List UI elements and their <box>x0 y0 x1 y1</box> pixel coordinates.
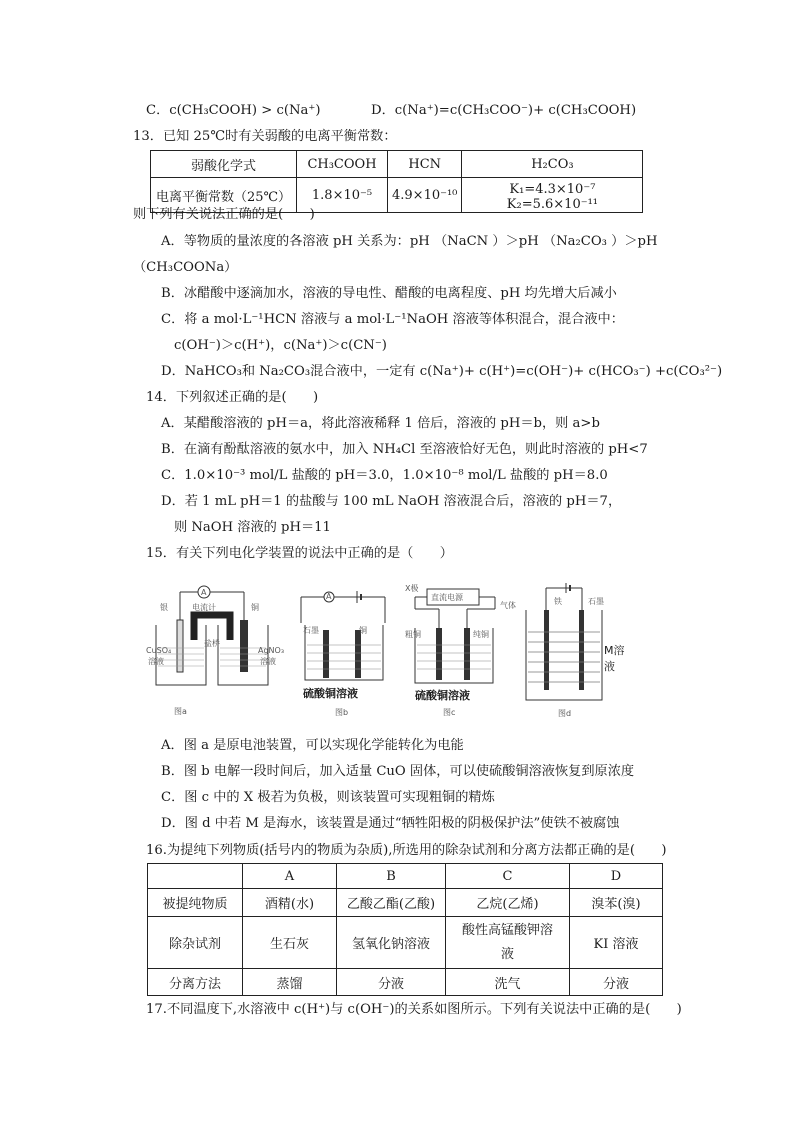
q15-option-c: C．图 c 中的 X 极若为负极，则该装置可实现粗铜的精炼 <box>161 790 495 805</box>
fig-d-gas: 气体 <box>500 601 516 610</box>
q16-r2-c-line1: 酸性高锰酸钾溶 <box>461 922 553 938</box>
q14-option-a: A．某醋酸溶液的 pH＝a，将此溶液稀释 1 倍后，溶液的 pH＝b，则 a>b <box>161 416 600 431</box>
q14-option-b: B．在滴有酚酞溶液的氨水中，加入 NH₄Cl 至溶液恰好无色，则此时溶液的 pH<7 <box>161 442 648 457</box>
q16-r2-a: 生石灰 <box>243 917 337 969</box>
q16-r2-d: KI 溶液 <box>570 917 663 969</box>
q13-r-hcn: 4.9×10⁻¹⁰ <box>388 178 462 213</box>
q13-after: 则下列有关说法正确的是( ) <box>133 207 315 222</box>
fig-d-caption: 图d <box>558 709 572 718</box>
fig-a-meter-symbol: A <box>201 588 207 597</box>
q16-r3-a: 蒸馏 <box>243 969 337 996</box>
q13-option-c-cont: c(OH⁻)＞c(H⁺)，c(Na⁺)＞c(CN⁻) <box>174 338 387 353</box>
fig-c-solution: 硫酸铜溶液 <box>415 689 470 702</box>
q13-option-c: C．将 a mol·L⁻¹HCN 溶液与 a mol·L⁻¹NaOH 溶液等体积混合，混合液中： <box>161 312 624 327</box>
fig-a-left-solution-1: CuSO₄ <box>146 646 172 655</box>
q13-table <box>150 150 643 213</box>
q14-option-d-cont: 则 NaOH 溶液的 pH＝11 <box>174 520 331 535</box>
q13-h-h2co3: H₂CO₃ <box>462 151 643 178</box>
q16-r3-label: 分离方法 <box>148 969 243 996</box>
fig-b-solution: 硫酸铜溶液 <box>303 687 358 700</box>
q16-r1-b: 乙酸乙酯(乙酸) <box>337 889 446 917</box>
q16-r2-b: 氢氧化钠溶液 <box>337 917 446 969</box>
q15-option-a: A．图 a 是原电池装置，可以实现化学能转化为电能 <box>161 738 464 753</box>
fig-d-graphite: 石墨 <box>588 597 604 606</box>
q13-k2: K₂=5.6×10⁻¹¹ <box>506 197 599 212</box>
q13-h-hcn: HCN <box>388 151 462 178</box>
fig-c-caption: 图c <box>443 708 456 717</box>
figure-c <box>405 583 505 720</box>
q16-r1-label: 被提纯物质 <box>148 889 243 917</box>
q14-option-d: D．若 1 mL pH＝1 的盐酸与 100 mL NaOH 溶液混合后，溶液的 pH＝7， <box>161 494 622 509</box>
fig-a-caption: 图a <box>174 707 187 716</box>
q17-stem: 17.不同温度下,水溶液中 c(H⁺)与 c(OH⁻)的关系如图所示。下列有关说法中正确的是( ) <box>146 1002 682 1017</box>
fig-a-salt-bridge: 盐桥 <box>204 639 220 648</box>
q13-r-ch3cooh: 1.8×10⁻⁵ <box>297 178 388 213</box>
fig-d-iron: 铁 <box>554 597 562 606</box>
q14-option-c: C．1.0×10⁻³ mol/L 盐酸的 pH＝3.0，1.0×10⁻⁸ mol/L 盐酸的 pH＝8.0 <box>161 468 608 483</box>
q13-option-a-cont: （CH₃COONa） <box>133 260 238 275</box>
q13-r-h2co3 <box>462 178 643 213</box>
q13-option-a: A．等物质的量浓度的各溶液 pH 关系为：pH （NaCN ）＞pH （Na₂CO₃ ）＞pH <box>161 234 658 249</box>
q16-h-empty <box>148 864 243 889</box>
q16-r2-c-line2: 液 <box>500 946 514 962</box>
q16-r3-b: 分液 <box>337 969 446 996</box>
figure-d <box>500 580 632 720</box>
q13-stem: 13．已知 25℃时有关弱酸的电离平衡常数： <box>133 129 397 144</box>
q16-h-b: B <box>337 864 446 889</box>
fig-a-left-electrode: 银 <box>160 603 168 612</box>
fig-b-left-electrode: 石墨 <box>303 626 319 635</box>
q13-h-ch3cooh: CH₃COOH <box>297 151 388 178</box>
fig-c-right-electrode: 纯铜 <box>473 630 489 639</box>
fig-a-right-solution-1: AgNO₃ <box>258 646 285 655</box>
q13-h-formula: 弱酸化学式 <box>151 151 297 178</box>
figure-a <box>146 580 286 720</box>
fig-b-caption: 图b <box>335 708 349 717</box>
q13-option-d: D．NaHCO₃和 Na₂CO₃混合液中，一定有 c(Na⁺)+ c(H⁺)=c(OH⁻)+ c(HCO₃⁻) +c(CO₃²⁻) <box>161 364 723 379</box>
q16-h-a: A <box>243 864 337 889</box>
q16-table <box>147 863 663 996</box>
q12-option-d: D．c(Na⁺)=c(CH₃COO⁻)+ c(CH₃COOH) <box>371 103 637 118</box>
q16-r3-d: 分液 <box>570 969 663 996</box>
q16-h-c: C <box>446 864 570 889</box>
q12-option-c: C．c(CH₃COOH) > c(Na⁺) <box>146 103 321 118</box>
q16-r1-c: 乙烷(乙烯) <box>446 889 570 917</box>
fig-d-solution: M溶液 <box>604 644 625 673</box>
q16-r2-label: 除杂试剂 <box>148 917 243 969</box>
fig-a-meter-label: 电流计 <box>192 603 216 612</box>
figure-b <box>297 585 392 720</box>
q13-option-b: B．冰醋酸中逐滴加水，溶液的导电性、醋酸的电离程度、pH 均先增大后减小 <box>161 286 617 301</box>
q16-r3-c: 洗气 <box>446 969 570 996</box>
q16-r1-d: 溴苯(溴) <box>570 889 663 917</box>
fig-a-right-electrode: 铜 <box>251 603 259 612</box>
q15-stem: 15．有关下列电化学装置的说法中正确的是（ ） <box>146 546 453 561</box>
q15-option-d: D．图 d 中若 M 是海水，该装置是通过“牺牲阳极的阴极保护法”使铁不被腐蚀 <box>161 816 620 831</box>
q13-k1: K₁=4.3×10⁻⁷ <box>509 182 596 197</box>
fig-b-right-electrode: 铜 <box>359 626 367 635</box>
fig-c-power: 直流电源 <box>431 593 463 602</box>
fig-a-right-solution-2: 溶液 <box>260 657 276 666</box>
q15-option-b: B．图 b 电解一段时间后，加入适量 CuO 固体，可以使硫酸铜溶液恢复到原浓度 <box>161 764 635 779</box>
fig-c-x-label: X极 <box>405 584 419 593</box>
fig-a-left-solution-2: 溶液 <box>148 657 164 666</box>
fig-b-meter-symbol: A <box>326 592 332 601</box>
q13-r-label: 电离平衡常数（25℃） <box>151 178 297 213</box>
q16-r1-a: 酒精(水) <box>243 889 337 917</box>
q16-h-d: D <box>570 864 663 889</box>
fig-c-left-electrode: 粗铜 <box>405 630 421 639</box>
q16-r2-c <box>446 917 570 969</box>
q16-stem: 16.为提纯下列物质(括号内的物质为杂质),所选用的除杂试剂和分离方法都正确的是( ) <box>146 843 667 858</box>
q14-stem: 14．下列叙述正确的是( ) <box>146 390 319 405</box>
